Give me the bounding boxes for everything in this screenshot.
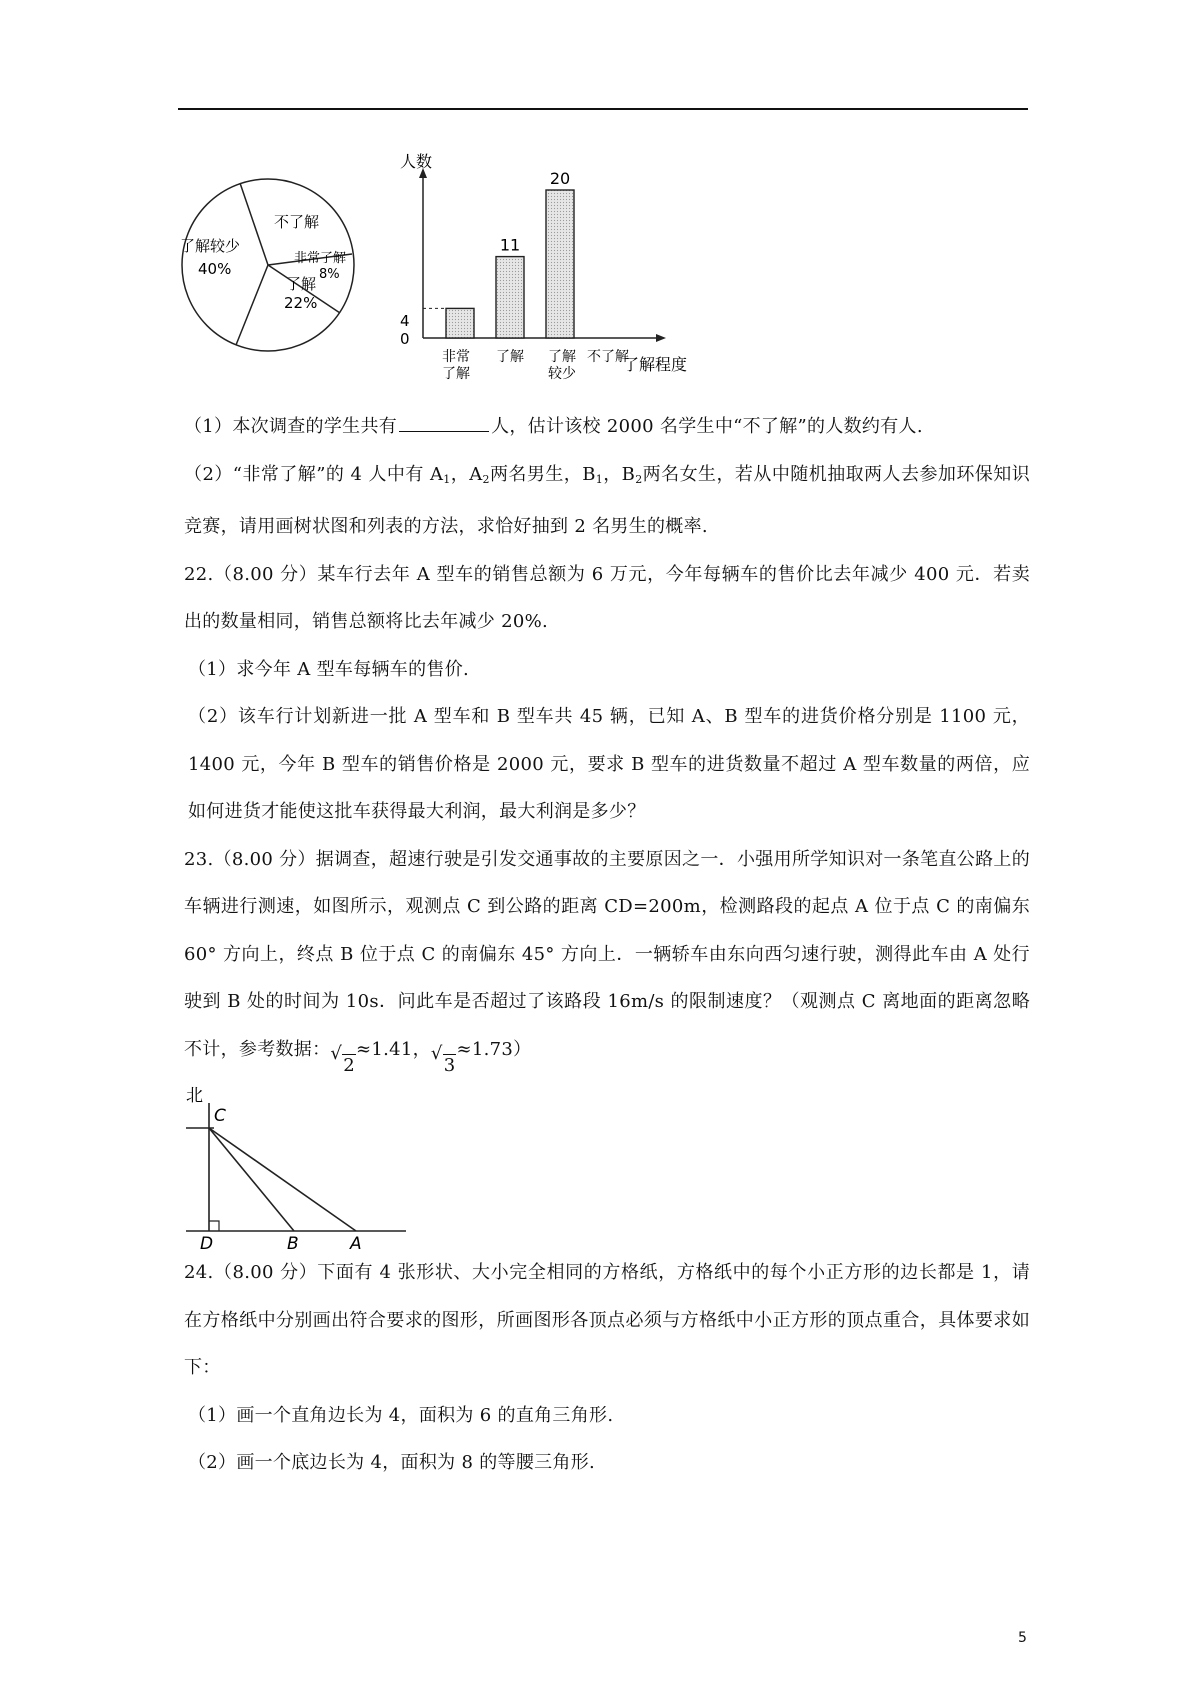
answer-blank xyxy=(399,409,489,432)
line-ca xyxy=(209,1128,356,1231)
bar xyxy=(496,257,524,338)
bar xyxy=(546,190,574,338)
x-tick-label: 了解 xyxy=(496,349,524,365)
bar-data-label: 11 xyxy=(499,235,521,255)
bar-chart xyxy=(388,150,708,394)
x-tick-label: 非常 xyxy=(442,349,470,365)
point-a-label: A xyxy=(350,1234,362,1249)
origin-label: 0 xyxy=(400,330,410,348)
bars xyxy=(423,169,574,338)
right-angle-mark xyxy=(209,1221,219,1231)
q22-stem: 22.（8.00 分）某车行去年 A 型车的销售总额为 6 万元，今年每辆车的售价比去年减少 400 元．若卖出的数量相同，销售总额将比去年减少 20%. xyxy=(184,563,1030,632)
x-tick-label: 较少 xyxy=(548,366,576,382)
statistics-figures xyxy=(178,150,778,390)
point-b-label: B xyxy=(287,1234,299,1249)
q22-part1: （1）求今年 A 型车每辆车的售价. xyxy=(188,658,470,680)
pie-label-feichang: 非常了解 xyxy=(294,251,347,266)
pie-label-jiaoshao: 了解较少 xyxy=(180,237,241,255)
road-figure xyxy=(184,1081,1030,1249)
q23-stem: 23.（8.00 分）据调查，超速行驶是引发交通事故的主要原因之一．小强用所学知识对一条笔直公路上的车辆进行测速，如图所示，观测点 C 到公路的距离 CD=200m，检测路段的起点 A 位于点 C 的南偏东 60° 方向上，终点 B 位于点 C 的南偏东 45° 方向上．一辆轿车由东向西匀速行驶，测得此车由 A 处行驶到 B 处的时间为 10s．问此车是否超过了该路段 16m/s 的限制速度？（观测点 C 离地面的距离忽略不计，参考数据： √ 2 ≈1.41， √ 3 ≈1.73） xyxy=(184,848,1030,1076)
q24-part1: （1）画一个直角边长为 4，面积为 6 的直角三角形. xyxy=(188,1404,614,1426)
pie-value-jiaoshao: 40% xyxy=(198,260,232,278)
question-text xyxy=(184,403,1030,1487)
pie-label-liaojie: 了解 xyxy=(286,275,317,293)
sqrt-3: √ 3 xyxy=(430,1042,456,1076)
q24-stem: 24.（8.00 分）下面有 4 张形状、大小完全相同的方格纸，方格纸中的每个小正方形的边长都是 1，请在方格纸中分别画出符合要求的图形，所画图形各顶点必须与方格纸中小正方形的顶点重合，具体要求如下： xyxy=(184,1262,1030,1378)
point-c-label: C xyxy=(214,1106,227,1126)
q21-part1: （1）本次调查的学生共有 人，估计该校 2000 名学生中“不了解”的人数约有人. xyxy=(184,403,1030,451)
page-number: 5 xyxy=(1018,1630,1027,1646)
x-axis-label: 了解程度 xyxy=(623,355,688,374)
pie-chart xyxy=(178,175,358,359)
sqrt-2: √ 2 xyxy=(330,1042,355,1076)
x-axis-arrow xyxy=(656,334,666,342)
north-label: 北 xyxy=(186,1086,204,1106)
header-rule xyxy=(178,108,1028,110)
q22-part2: （2）该车行计划新进一批 A 型车和 B 型车共 45 辆，已知 A、B 型车的进货价格分别是 1100 元，1400 元，今年 B 型车的销售价格是 2000 元，要求 B 型车的进货数量不超过 A 型车数量的两倍，应如何进货才能使这批车获得最大利润，最大利润是多少？ xyxy=(188,706,1030,822)
y-axis-label: 人数 xyxy=(400,152,433,171)
q24-part2: （2）画一个底边长为 4，面积为 8 的等腰三角形. xyxy=(188,1452,596,1473)
x-tick-label: 了解 xyxy=(548,349,576,365)
q21-part2: （2）“非常了解”的 4 人中有 $A_1$，$A_2$两名男生，$B_1$，$B_2$两名女生，若从中随机抽取两人去参加环保知识竞赛，请用画树状图和列表的方法，求恰好抽到 2 名男生的概率. xyxy=(184,463,1030,537)
pie-value-liaojie: 22% xyxy=(284,294,318,312)
pie-value-feichang: 8% xyxy=(319,267,340,282)
pie-label-bu-liaojie: 不了解 xyxy=(274,213,320,231)
y-tick-label-4: 4 xyxy=(400,312,410,330)
bar xyxy=(446,308,474,338)
x-tick-label: 不了解 xyxy=(587,349,629,365)
point-d-label: D xyxy=(200,1234,214,1249)
x-tick-label: 了解 xyxy=(442,366,470,382)
bar-data-label: 20 xyxy=(549,169,571,188)
